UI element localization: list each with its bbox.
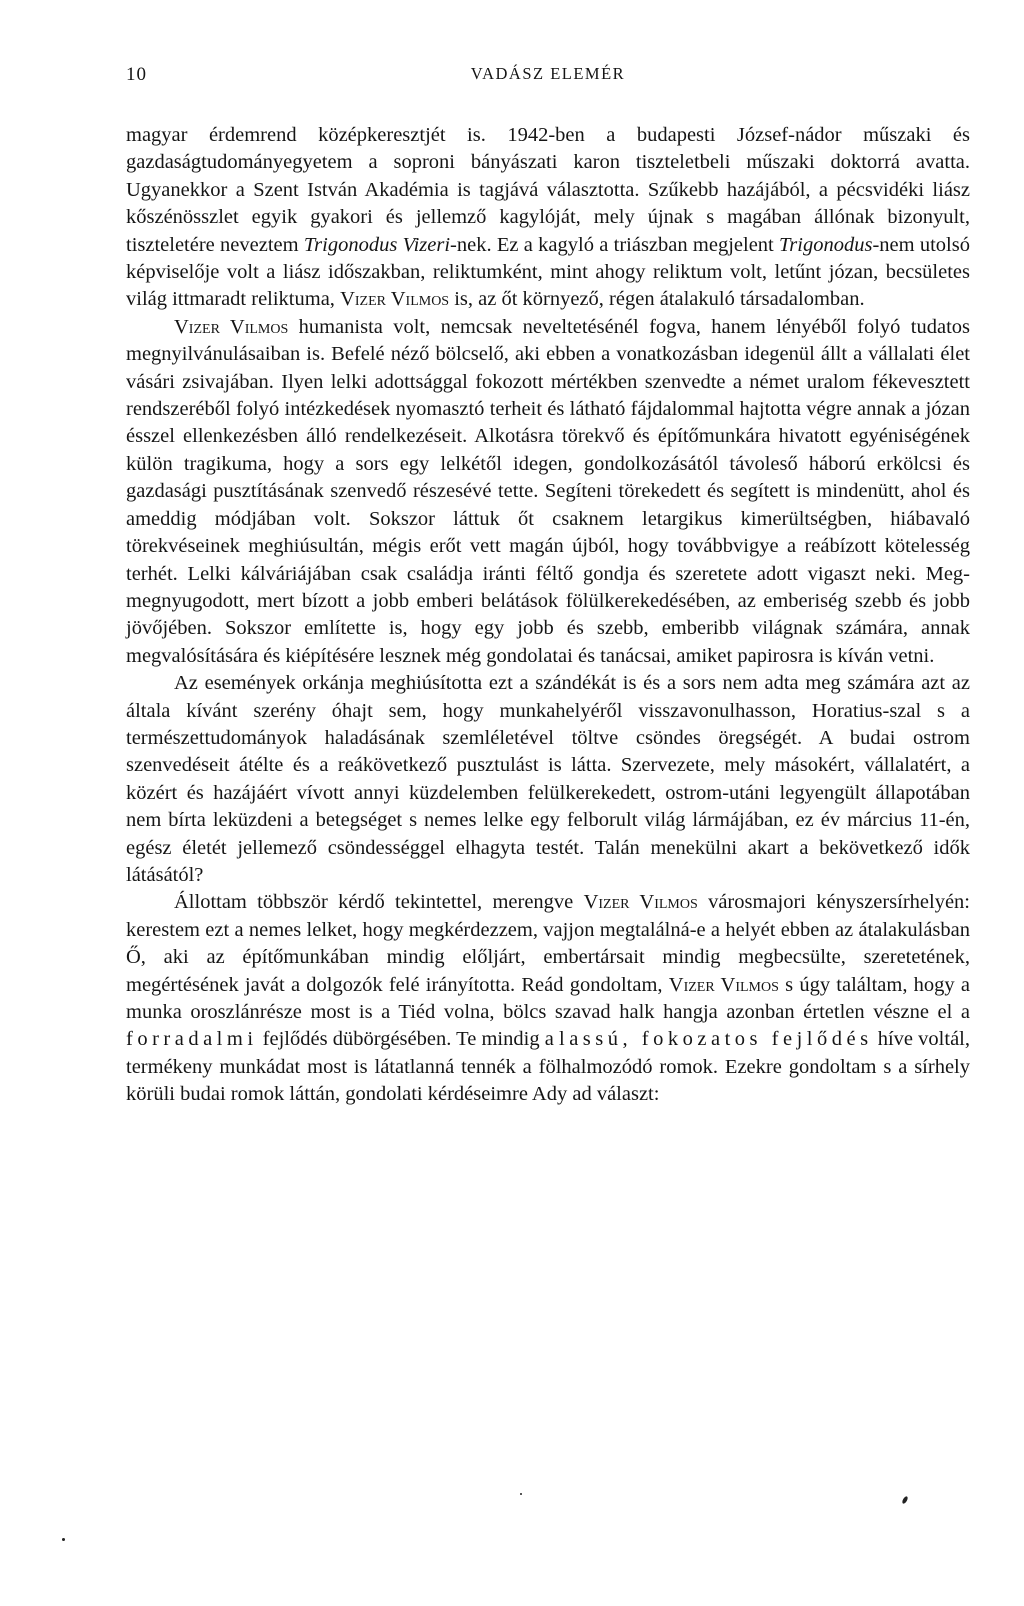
page-number: 10 [126,64,147,85]
p2-text: humanista volt, nemcsak neveltetésénél fogva, hanem lényéből folyó tudatos megnyilvánulásaiban is. Befelé néző bölcselő, aki ebben a vonatkozásban idegenül állt a vállalati élet vásári zsivajában. Ilyen lelki adottsággal fokozott mértékben szenvedte a német uralom fékevesztett rendszeréből folyó intézkedések nyomasztó terheit és látható fájdalommal hajtotta végre annak a józan ésszel ellenkezésben álló rendelkezéseit. Alkotásra törekvő és építőmunkára hivatott egyéniségének külön tragikuma, hogy a sors egy lelkétől idegen, gondolkozásától távoleső háború erkölcsi és gazdasági pusztításának szenvedő részesévé tette. Segíteni törekedett és segített is mindenütt, ahol és ameddig módjában volt. Sokszor láttuk őt csaknem letargikus kimerültségben, hiábavaló törekvéseinek meghiúsultán, mégis erőt vett magán újból, hogy továbbvigye a reábízott kötelesség terhét. Lelki kálváriájában csak családja iránti féltő gondja és szeretete adott vigaszt neki. Meg-megnyugodott, mert bízott a jobb emberi belátások fölülkerekedésében, az emberiség szebb és jobb jövőjében. Sokszor említette is, hogy egy jobb és szebb, emberibb világnak számára, annak megvalósítására és kiépítésére lesznek még gondolatai és tanácsai, amiket papirosra is kíván vetni. [126,315,970,667]
body-text [126,122,970,1109]
paragraph-4 [126,889,970,1108]
p1-genus-name: Trigonodus [779,233,873,256]
paragraph-3 [126,670,970,889]
p4-person-name-2: Vizer Vilmos [668,973,779,996]
paragraph-2 [126,314,970,670]
p2-person-name: Vizer Vilmos [174,315,289,338]
ink-speck [520,1493,522,1495]
p1-text-3: -nem utolsó képviselője volt a liász időszakban, reliktumként, mint ahogy reliktum volt, letűnt józan, becsületes világ ittmaradt reliktuma, [126,233,970,311]
p1-species-name: Trigonodus Vizeri [303,233,451,256]
p1-text-2: -nek. Ez a kagyló a triászban megjelent [450,233,780,256]
p4-text-1: Állottam többször kérdő tekintettel, merengve [174,891,584,914]
p1-person-name: Vizer Vilmos [340,288,450,311]
page-header [126,64,970,94]
p4-spaced-lassu-fokozatos: lassú, fokozatos fejlődés [559,1028,873,1051]
p4-text-2: városmajori kényszersírhelyén: kerestem ezt a nemes lelket, hogy megkérdezzem, vajjon megtalálná-e a helyét ebben az átalakulásban Ő, aki az építőmunkában mindig előljárt, embertársait mindig megbecsülte, szeretetének, megértésének javát a dolgozók felé irányította. Reád gondoltam, [126,891,970,996]
p1-text-1: magyar érdemrend középkeresztjét is. 1942-ben a budapesti József-nádor műszaki és gazdaságtudományegyetem a soproni bányászati karon tiszteletbeli műszaki doktorrá avatta. Ugyanekkor a Szent István Akadémia is tagjává választotta. Szűkebb hazájából, a pécsvidéki liász kőszénösszlet egyik gyakori és jellemző kagylóját, mely újnak s magában állónak bizonyult, tiszteletére neveztem [126,124,970,256]
p3-text: Az események orkánja meghiúsította ezt a szándékát is és a sors nem adta meg számára azt az általa kívánt szerény óhajt sem, hogy munkahelyéről visszavonulhasson, Horatius-szal s a természettudományok haladásának szemléletével töltve csöndes öregségét. A budai ostrom szenvedéseit átélte és a reákövetkező pusztulást is látta. Szervezete, mely másokért, vállalatért, a közért és hazájáért vívott annyi küzdelemben felülkerekedett, ostrom-utáni legyengült állapotában nem bírta leküzdeni a betegséget s nemes lelke egy felborult világ lármájában, ez év március 11-én, egész életét jellemező csöndességgel elhagyta testét. Talán menekülni akart a bekövetkező idők látásától? [126,672,970,886]
p4-person-name-1: Vizer Vilmos [583,891,698,914]
ink-speck [62,1538,65,1541]
paragraph-1 [126,122,970,314]
p4-text-4: fejlődés dübörgésében. Te mindig a [257,1028,560,1051]
p1-text-4: is, az őt környező, régen átalakuló társadalomban. [449,288,865,311]
p4-text-3: s úgy találtam, hogy a munka oroszlánrésze most is a Tiéd volna, bölcs szavad halk hangja azonban értetlen vészne el a [126,973,971,1023]
p4-text-5: híve voltál, termékeny munkádat most is látatlanná tennék a fölhalmozódó romok. Ezekre gondoltam s a sírhely körüli budai romok láttán, gondolati kérdéseimre Ady ad választ: [126,1028,970,1106]
running-head: VADÁSZ ELEMÉR [470,64,626,83]
ink-speck [901,1496,908,1505]
p4-spaced-forradalmi: forradalmi [126,1028,258,1051]
